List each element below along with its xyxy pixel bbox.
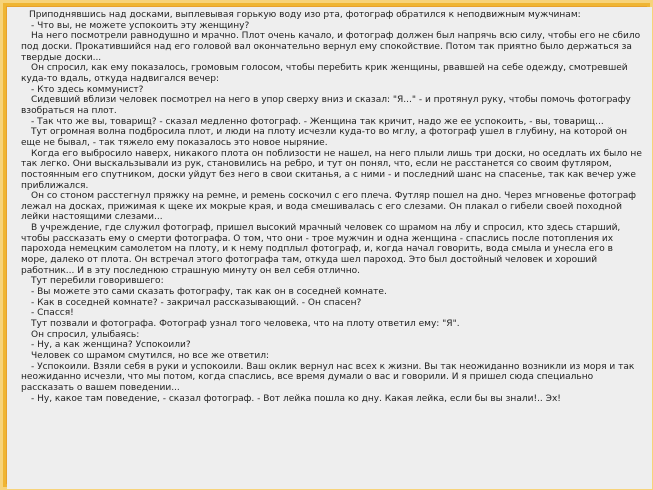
paragraph: Когда его выбросило наверх, никакого плота он поблизости не нашел, на него плыли лишь три доски, но оседлать их было не так легко. Они выскальзывали из рук, становились на ребро, и тут он понял, что, если не расстанется со своим футляром, постоянным его спутником, доски уйдут без него в свои скитанья, а с ними - и последний шанс на спасенье, так как вечер уже приближался.: [21, 148, 642, 191]
paragraph: В учреждение, где служил фотограф, пришел высокий мрачный человек со шрамом на лбу и спросил, кто здесь старший, чтобы рассказать ему о смерти фотографа. О том, что они - трое мужчин и одна женщина - спаслись после потопления их парохода немецким самолетом на плоту, и к нему подплыл фотограф, и, когда начал говорить, вода смыла и унесла его в море, далеко от плота. Он встречал этого фотографа там, откуда шел пароход. Это был достойный человек и хороший работник... И в эту последнюю страшную минуту он вел себя отлично.: [21, 223, 621, 276]
paragraph: На него посмотрели равнодушно и мрачно. Плот очень качало, и фотограф должен был напрячь всю силу, чтобы его не сбило под доски. Прокатившийся над его головой вал окончательно вернул ему спокойствие. Потом так приятно было держаться за твердые доски...: [21, 31, 641, 63]
paragraph: - Как в соседней комнате? - закричал рассказывающий. - Он спасен?: [31, 297, 362, 308]
paragraph: Он со стоном расстегнул пряжку на ремне, и ремень соскочил с его плеча. Футляр пошел на дно. Через мгновенье фотограф лежал на досках, прижимая к щеке их мокрые края, и вода смешивалась с его слезами. Он плакал о гибели своей походной лейки настоящими слезами...: [21, 191, 636, 223]
paragraph: - Что вы, не можете успокоить эту женщину?: [31, 20, 250, 31]
paragraph: Человек со шрамом смутился, но все же ответил:: [31, 351, 270, 361]
paragraph: Тут позвали и фотографа. Фотограф узнал того человека, что на плоту ответил ему: "Я".: [31, 319, 460, 330]
paragraph: - Успокоили. Взяли себя в руки и успокоили. Ваш оклик вернул нас всех к жизни. Вы так неожиданно возникли из моря и так неожиданно исчезли, что мы потом, когда спаслись, все время думали о вас и говорили. И я пришел сюда специально рассказать о вашем поведении...: [21, 361, 635, 393]
paragraph: - Вы можете это сами сказать фотографу, так как он в соседней комнате.: [31, 287, 387, 298]
paragraph: Приподнявшись над досками, выплевывая горькую воду изо рта, фотограф обратился к неподвижным мужчинам:: [29, 10, 581, 20]
paragraph: - Кто здесь коммунист?: [31, 84, 144, 95]
paragraph: Он спросил, улыбаясь:: [31, 329, 140, 340]
paragraph: - Спасся!: [31, 308, 74, 319]
paragraph: Он спросил, как ему показалось, громовым голосом, чтобы перебить крик женщины, рвавшей на себе одежду, смотревшей куда-то вдаль, откуда надвигался вечер:: [21, 63, 628, 84]
paragraph: Тут перебили говорившего:: [31, 276, 164, 287]
paragraph: Тут огромная волна подбросила плот, и люди на плоту исчезли куда-то во мглу, а фотограф ушел в глубину, на которой он еще не бывал, - так тяжело ему показалось это новое ныряние.: [21, 127, 628, 148]
paragraph: - Так что же вы, товарищ? - сказал медленно фотограф. - Женщина так кричит, надо же ее успокоить, - вы, товарищ...: [31, 116, 604, 127]
paragraph: - Ну, а как женщина? Успокоили?: [31, 340, 191, 351]
paragraph: Сидевший вблизи человек посмотрел на него в упор сверху вниз и сказал: "Я..." - и протянул руку, чтобы помочь фотографу взобраться на плот.: [21, 95, 631, 116]
text-page: [7, 7, 652, 489]
paragraph: - Ну, какое там поведение, - сказал фотограф. - Вот лейка пошла ко дну. Какая лейка, если бы вы знали!.. Эх!: [31, 393, 561, 404]
